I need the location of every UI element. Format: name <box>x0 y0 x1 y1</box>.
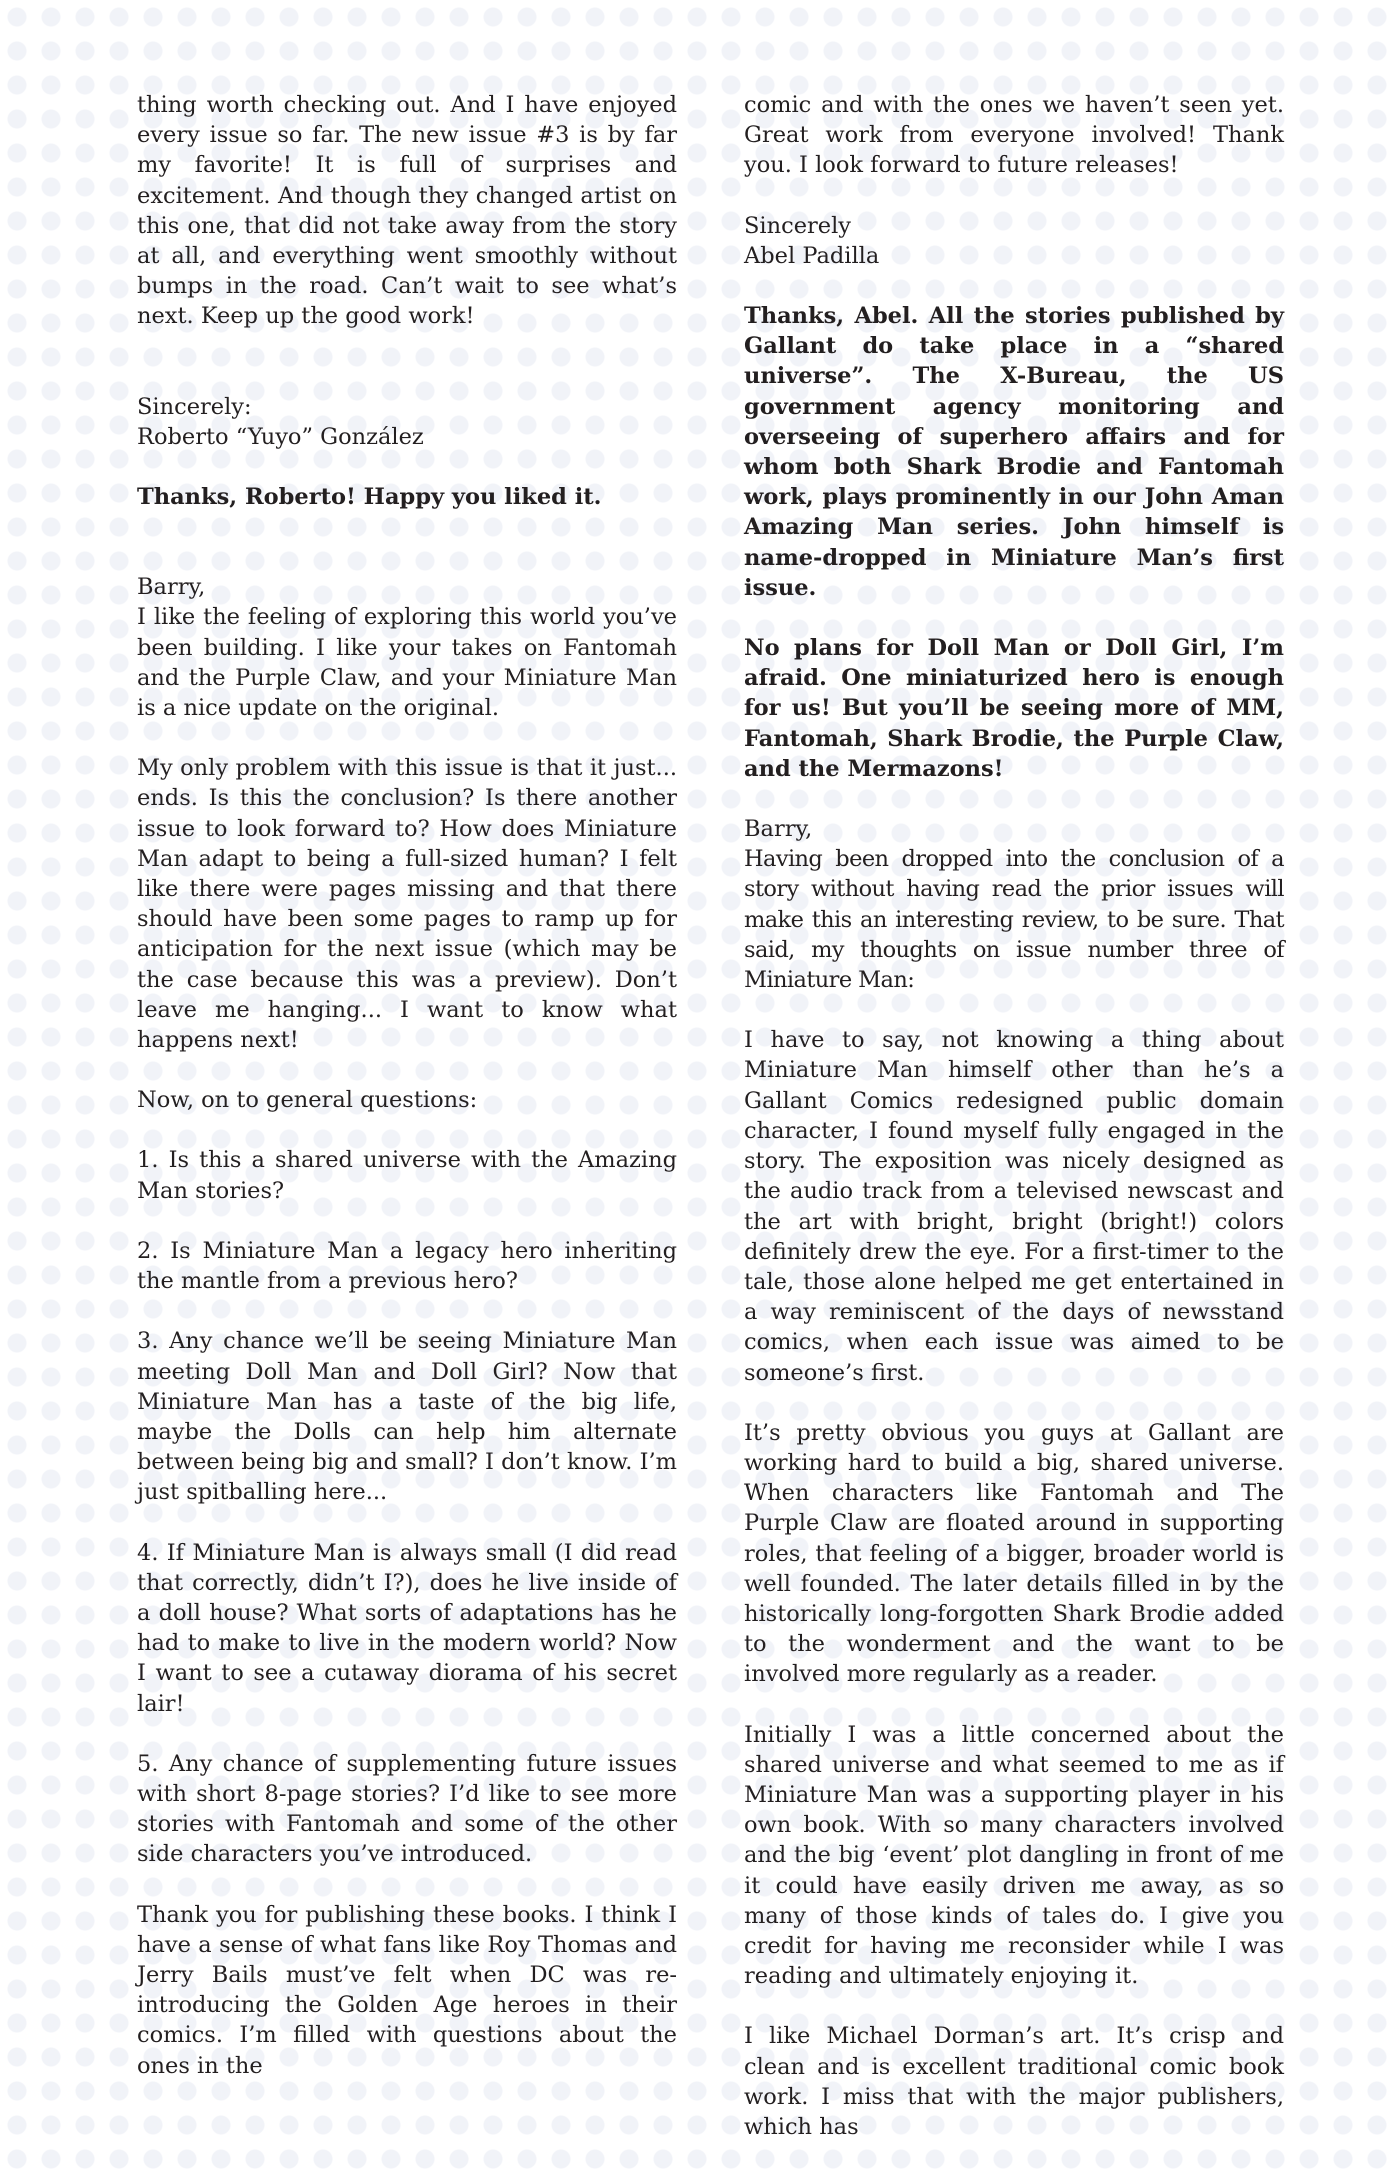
letter-2-continued: comic and with the ones we haven’t seen yet. Great work from everyone involved! Thank you. I look forward to future releases! <box>744 92 1284 179</box>
letter-2-closing: Sincerely <box>744 212 851 239</box>
editor-reply-2-paragraph-1: Thanks, Abel. All the stories published by Gallant do take place in a “shared universe”. The X-Bureau, the US government agency monitoring and overseeing of superhero affairs and for whom both Shark Brodie and Fantomah work, plays prominently in our John Aman Amazing Man series. John himself is name-dropped in Miniature Man’s first issue. <box>744 303 1284 601</box>
letter-1-closing: Sincerely: <box>137 393 252 420</box>
letter-1-signature: Roberto “Yuyo” González <box>137 423 424 450</box>
letter-2-question-5: 5. Any chance of supplementing future issues with short 8-page stories? I’d like to see more stories with Fantomah and some of the other side characters you’ve introduced. <box>137 1750 677 1868</box>
letter-3-paragraph-3: It’s pretty obvious you guys at Gallant are working hard to build a big, shared universe. When characters like Fantomah and The Purple Claw are floated around in supporting roles, that feeling of a bigger, broader world is well founded. The later details filled in by the historically long-forgotten Shark Brodie added to the wonderment and the want to be involved more regularly as a reader. <box>744 1419 1284 1688</box>
letter-3-paragraph-4: Initially I was a little concerned about the shared universe and what seemed to me as if Miniature Man was a supporting player in his own book. With so many characters involved and the big ‘event’ plot dangling in front of me it could have easily driven me away, as so many of those kinds of tales do. I give you credit for having me reconsider while I was reading and ultimately enjoying it. <box>744 1721 1284 1990</box>
letter-2-paragraph-4: Thank you for publishing these books. I think I have a sense of what fans like Roy Thomas and Jerry Bails must’ve felt when DC was re-introducing the Golden Age heroes in their comics. I’m filled with questions about the ones in the <box>137 1901 677 2079</box>
letters-column-right <box>744 90 1284 2172</box>
letter-2-salutation: Barry, <box>137 574 206 601</box>
letter-3-paragraph-1: Having been dropped into the conclusion of a story without having read the prior issues will make this an interesting review, to be sure. That said, my thoughts on issue number three of Miniature Man: <box>744 846 1284 994</box>
letters-column-left <box>137 90 677 2111</box>
letter-2-question-1: 1. Is this a shared universe with the Amazing Man stories? <box>137 1147 677 1204</box>
letter-2-question-3: 3. Any chance we’ll be seeing Miniature Man meeting Doll Man and Doll Girl? Now that Miniature Man has a taste of the big life, maybe the Dolls can help him alternate between being big and small? I don’t know. I’m just spitballing here... <box>137 1328 677 1506</box>
letter-2-signature: Abel Padilla <box>744 242 880 269</box>
letter-2-question-4: 4. If Miniature Man is always small (I did read that correctly, didn’t I?), does he live inside of a doll house? What sorts of adaptations has he had to make to live in the modern world? Now I want to see a cutaway diorama of his secret lair! <box>137 1539 677 1717</box>
letter-3-paragraph-2: I have to say, not knowing a thing about Miniature Man himself other than he’s a Gallant Comics redesigned public domain character, I found myself fully engaged in the story. The exposition was nicely designed as the audio track from a televised newscast and the art with bright, bright (bright!) colors definitely drew the eye. For a first-timer to the tale, those alone helped me get entertained in a way reminiscent of the days of newsstand comics, when each issue was aimed to be someone’s first. <box>744 1027 1284 1386</box>
editor-reply-2-paragraph-2: No plans for Doll Man or Doll Girl, I’m afraid. One miniaturized hero is enough for us! But you’ll be seeing more of MM, Fantomah, Shark Brodie, the Purple Claw, and the Mermazons! <box>744 635 1284 782</box>
letter-2-paragraph-1: I like the feeling of exploring this world you’ve been building. I like your takes on Fantomah and the Purple Claw, and your Miniature Man is a nice update on the original. <box>137 604 677 722</box>
letter-2-paragraph-3: Now, on to general questions: <box>137 1087 478 1114</box>
editor-reply-1: Thanks, Roberto! Happy you liked it. <box>137 484 602 511</box>
letter-2-paragraph-2: My only problem with this issue is that it just... ends. Is this the conclusion? Is there another issue to look forward to? How does Miniature Man adapt to being a full-sized human? I felt like there were pages missing and that there should have been some pages to ramp up for anticipation for the next issue (which may be the case because this was a preview). Don’t leave me hanging... I want to know what happens next! <box>137 755 677 1054</box>
letter-2-question-2: 2. Is Miniature Man a legacy hero inheriting the mantle from a previous hero? <box>137 1237 677 1295</box>
letter-3-paragraph-5: I like Michael Dorman’s art. It’s crisp and clean and is excellent traditional comic book work. I miss that with the major publishers, which has <box>744 2023 1284 2140</box>
letter-3-salutation: Barry, <box>744 816 813 843</box>
letter-1-body: thing worth checking out. And I have enjoyed every issue so far. The new issue #3 is by far my favorite! It is full of surprises and excitement. And though they changed artist on this one, that did not take away from the story at all, and everything went smoothly without bumps in the road. Can’t wait to see what’s next. Keep up the good work! <box>137 92 677 330</box>
